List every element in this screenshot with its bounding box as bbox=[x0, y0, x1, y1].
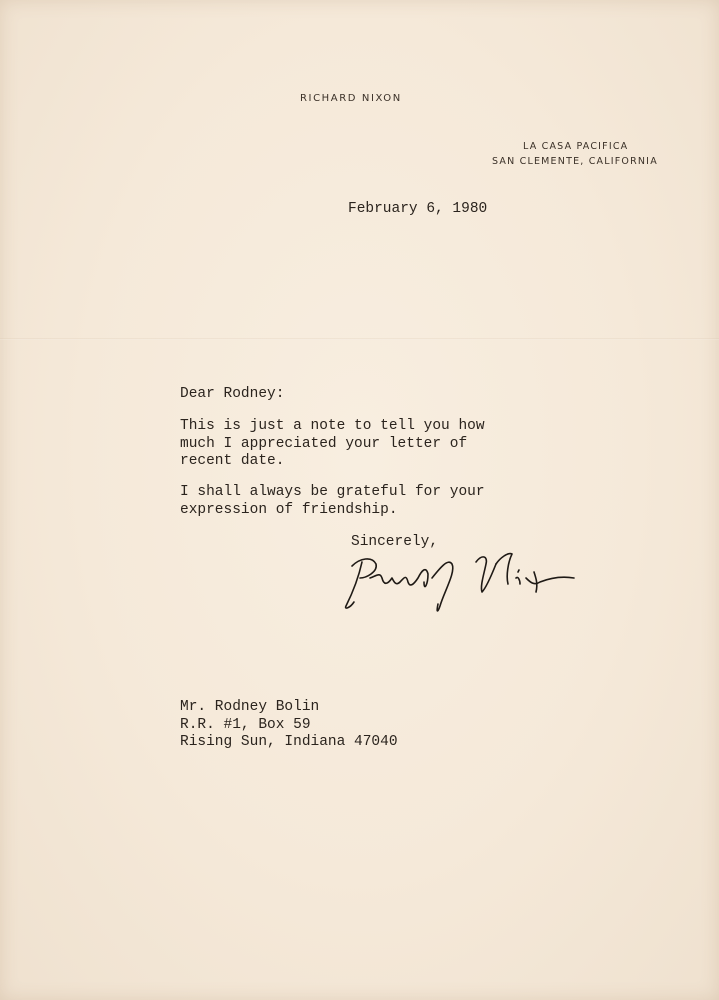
closing: Sincerely, bbox=[351, 534, 439, 550]
letterhead-address-line1: LA CASA PACIFICA bbox=[523, 141, 629, 152]
body-paragraph2-line2: expression of friendship. bbox=[180, 501, 398, 518]
paper-fold bbox=[0, 338, 719, 340]
body-paragraph1-line1: This is just a note to tell you how bbox=[180, 418, 485, 434]
recipient-name: Mr. Rodney Bolin bbox=[180, 699, 320, 715]
letter-date: February 6, 1980 bbox=[348, 201, 488, 217]
salutation: Dear Rodney: bbox=[180, 386, 285, 402]
signature bbox=[340, 548, 580, 618]
body-paragraph2-line1: I shall always be grateful for your bbox=[180, 484, 485, 500]
recipient-address-line2: R.R. #1, Box 59 bbox=[180, 716, 311, 733]
letterhead-name: RICHARD NIXON bbox=[300, 93, 402, 104]
letterhead-address-line2: SAN CLEMENTE, CALIFORNIA bbox=[492, 156, 658, 167]
recipient-address-line3: Rising Sun, Indiana 47040 bbox=[180, 734, 398, 750]
body-paragraph1-line3: recent date. bbox=[180, 453, 285, 469]
body-paragraph1-line2: much I appreciated your letter of bbox=[180, 435, 468, 452]
